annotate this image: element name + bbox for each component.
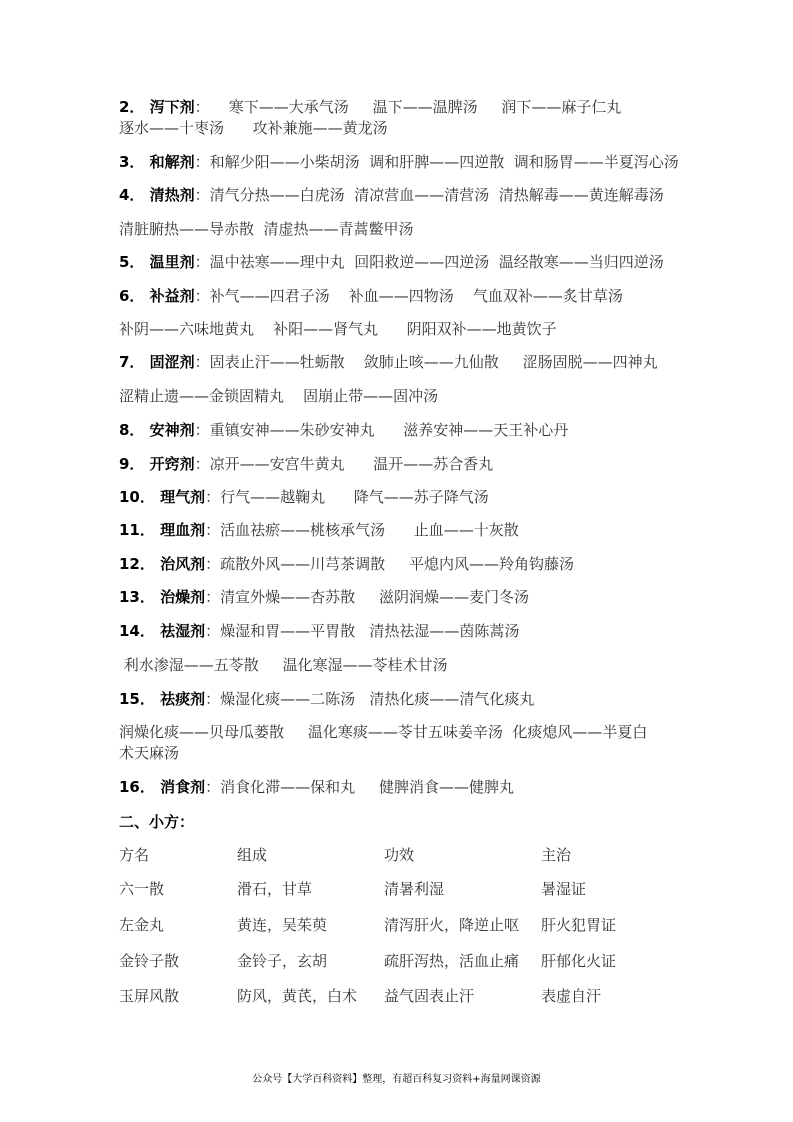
table-cell: 表虚自汗	[541, 987, 602, 1005]
category-items: ：消食化滞——保和丸 健脾消食——健脾丸	[205, 778, 514, 796]
formula-line	[119, 185, 664, 205]
table-cell: 疏肝泻热，活血止痛	[384, 952, 520, 970]
table-cell: 滑石，甘草	[237, 880, 313, 898]
formula-line	[119, 777, 514, 797]
category-heading: 4． 清热剂	[119, 186, 195, 204]
formula-line	[119, 587, 529, 607]
table-cell: 黄连，吴茱萸	[237, 916, 328, 934]
category-items: ：和解少阳——小柴胡汤 调和肝脾——四逆散 调和肠胃——半夏泻心汤	[194, 153, 679, 171]
table-cell: 六一散	[119, 880, 165, 898]
table-header-cell: 方名	[119, 846, 150, 864]
table-cell: 肝郁化火证	[541, 952, 617, 970]
table-cell: 清暑利湿	[384, 880, 445, 898]
table-cell: 玉屏风散	[119, 987, 180, 1005]
table-cell: 益气固表止汗	[384, 987, 475, 1005]
formula-line	[119, 352, 658, 372]
formula-line	[119, 554, 574, 574]
category-items: ：活血祛瘀——桃核承气汤 止血——十灰散	[205, 521, 519, 539]
formula-line: 利水渗湿——五苓散 温化寒湿——苓桂术甘汤	[119, 656, 448, 674]
category-heading: 9． 开窍剂	[119, 455, 195, 473]
category-items: ：重镇安神——朱砂安神丸 滋养安神——天王补心丹	[194, 421, 569, 439]
table-cell: 金铃子散	[119, 952, 180, 970]
category-heading: 16． 消食剂	[119, 778, 206, 796]
category-heading: 6． 补益剂	[119, 287, 195, 305]
formula-line: 补阴——六味地黄丸 补阳——肾气丸 阴阳双补——地黄饮子	[119, 320, 557, 338]
category-items: ： 寒下——大承气汤 温下——温脾汤 润下——麻子仁丸	[194, 98, 622, 116]
category-items: ：清气分热——白虎汤 清凉营血——清营汤 清热解毒——黄连解毒汤	[194, 186, 664, 204]
table-header-cell: 组成	[237, 846, 268, 864]
formula-line: 涩精止遗——金锁固精丸 固崩止带——固冲汤	[119, 387, 439, 405]
formula-line	[119, 487, 489, 507]
formula-line	[119, 252, 664, 272]
formula-line: 润燥化痰——贝母瓜蒌散 温化寒痰——苓甘五味姜辛汤 化痰熄风——半夏白	[119, 723, 648, 741]
section-title: 二、小方：	[119, 813, 195, 831]
table-cell: 防风，黄芪，白术	[237, 987, 358, 1005]
formula-line	[119, 454, 493, 474]
table-cell: 清泻肝火，降逆止呕	[384, 916, 520, 934]
formula-line: 清脏腑热——导赤散 清虚热——青蒿鳖甲汤	[119, 220, 414, 238]
formula-line: 逐水——十枣汤 攻补兼施——黄龙汤	[119, 119, 388, 137]
category-items: ：疏散外风——川芎茶调散 平熄内风——羚角钩藤汤	[205, 555, 574, 573]
formula-line	[119, 97, 621, 117]
category-heading: 3． 和解剂	[119, 153, 195, 171]
category-items: ：温中祛寒——理中丸 回阳救逆——四逆汤 温经散寒——当归四逆汤	[194, 253, 664, 271]
category-heading: 8． 安神剂	[119, 421, 195, 439]
category-items: ：燥湿化痰——二陈汤 清热化痰——清气化痰丸	[205, 690, 535, 708]
category-items: ：燥湿和胃——平胃散 清热祛湿——茵陈蒿汤	[205, 622, 520, 640]
category-heading: 2． 泻下剂	[119, 98, 195, 116]
category-heading: 10． 理气剂	[119, 488, 206, 506]
formula-line	[119, 621, 519, 641]
formula-line	[119, 420, 568, 440]
table-header-cell: 主治	[541, 846, 572, 864]
category-heading: 12． 治风剂	[119, 555, 206, 573]
formula-line	[119, 689, 534, 709]
category-heading: 13． 治燥剂	[119, 588, 206, 606]
footer-note: 公众号【大学百科资料】整理，有超百科复习资料+海量网课资源	[252, 1074, 541, 1085]
category-heading: 14． 祛湿剂	[119, 622, 206, 640]
formula-line: 术天麻汤	[119, 744, 180, 762]
table-cell: 暑湿证	[541, 880, 587, 898]
category-heading: 5． 温里剂	[119, 253, 195, 271]
table-cell: 左金丸	[119, 916, 165, 934]
table-header-cell: 功效	[384, 846, 415, 864]
table-cell: 金铃子，玄胡	[237, 952, 328, 970]
formula-line	[119, 520, 519, 540]
category-items: ：行气——越鞠丸 降气——苏子降气汤	[205, 488, 489, 506]
category-items: ：固表止汗——牡蛎散 敛肺止咳——九仙散 涩肠固脱——四神丸	[194, 353, 658, 371]
formula-line	[119, 152, 679, 172]
category-heading: 15． 祛痰剂	[119, 690, 206, 708]
category-heading: 7． 固涩剂	[119, 353, 195, 371]
table-cell: 肝火犯胃证	[541, 916, 617, 934]
formula-line	[119, 286, 623, 306]
category-items: ：清宣外燥——杏苏散 滋阴润燥——麦门冬汤	[205, 588, 529, 606]
category-items: ：补气——四君子汤 补血——四物汤 气血双补——炙甘草汤	[194, 287, 623, 305]
category-items: ：凉开——安宫牛黄丸 温开——苏合香丸	[194, 455, 494, 473]
category-heading: 11． 理血剂	[119, 521, 206, 539]
